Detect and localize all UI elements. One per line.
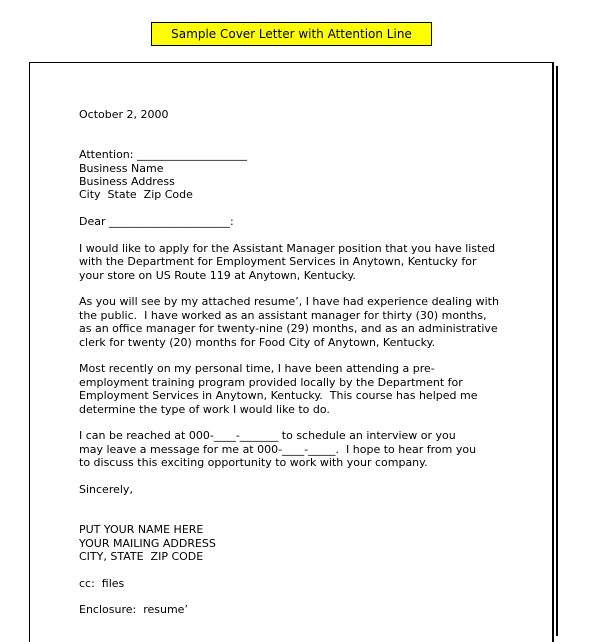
signature-city: CITY, STATE ZIP CODE [79,549,204,563]
city-state-zip: City State Zip Code [79,188,193,202]
salutation: Dear ______________________: [79,215,234,229]
cc-line: cc: files [79,576,125,590]
paragraph-line: as an office manager for twenty-nine (29) months, and as an administrative [79,322,498,336]
paragraph-line: your store on US Route 119 at Anytown, Kentucky. [79,268,356,282]
paragraph-line: clerk for twenty (20) months for Food City of Anytown, Kentucky. [79,335,436,349]
paragraph-line: I can be reached at 000-____-_______ to schedule an interview or you [79,429,456,443]
signature-name: PUT YOUR NAME HERE [79,523,204,537]
paragraph-4 [79,429,539,469]
paragraph-1 [79,242,539,282]
paragraph-line: Most recently on my personal time, I have been attending a pre- [79,362,435,376]
paragraph-line: As you will see by my attached resume’, I have had experience dealing with [79,295,499,309]
attention-line: Attention: ____________________ [79,148,247,162]
recipient-block [79,148,539,202]
closing: Sincerely, [79,482,133,496]
paragraph-line: employment training program provided locally by the Department for [79,375,463,389]
paragraph-line: with the Department for Employment Services in Anytown, Kentucky for [79,255,477,269]
letter-body [79,108,539,617]
paragraph-line: I would like to apply for the Assistant Manager position that you have listed [79,241,496,255]
paragraph-2 [79,295,539,349]
business-name: Business Name [79,161,164,175]
page-shadow [556,66,558,636]
paragraph-line: to discuss this exciting opportunity to work with your company. [79,456,428,470]
page-title: Sample Cover Letter with Attention Line [151,22,432,46]
paragraph-line: may leave a message for me at 000-____-_____. I hope to hear from you [79,442,477,456]
paragraph-3 [79,362,539,416]
signature-address: YOUR MAILING ADDRESS [79,536,216,550]
business-address: Business Address [79,174,175,188]
letter-date: October 2, 2000 [79,108,169,121]
paragraph-line: determine the type of work I would like to do. [79,402,330,416]
paragraph-line: Employment Services in Anytown, Kentucky. This course has helped me [79,389,478,403]
signature-block [79,523,539,563]
enclosure-line: Enclosure: resume’ [79,603,188,617]
paragraph-line: the public. I have worked as an assistant manager for thirty (30) months, [79,308,487,322]
